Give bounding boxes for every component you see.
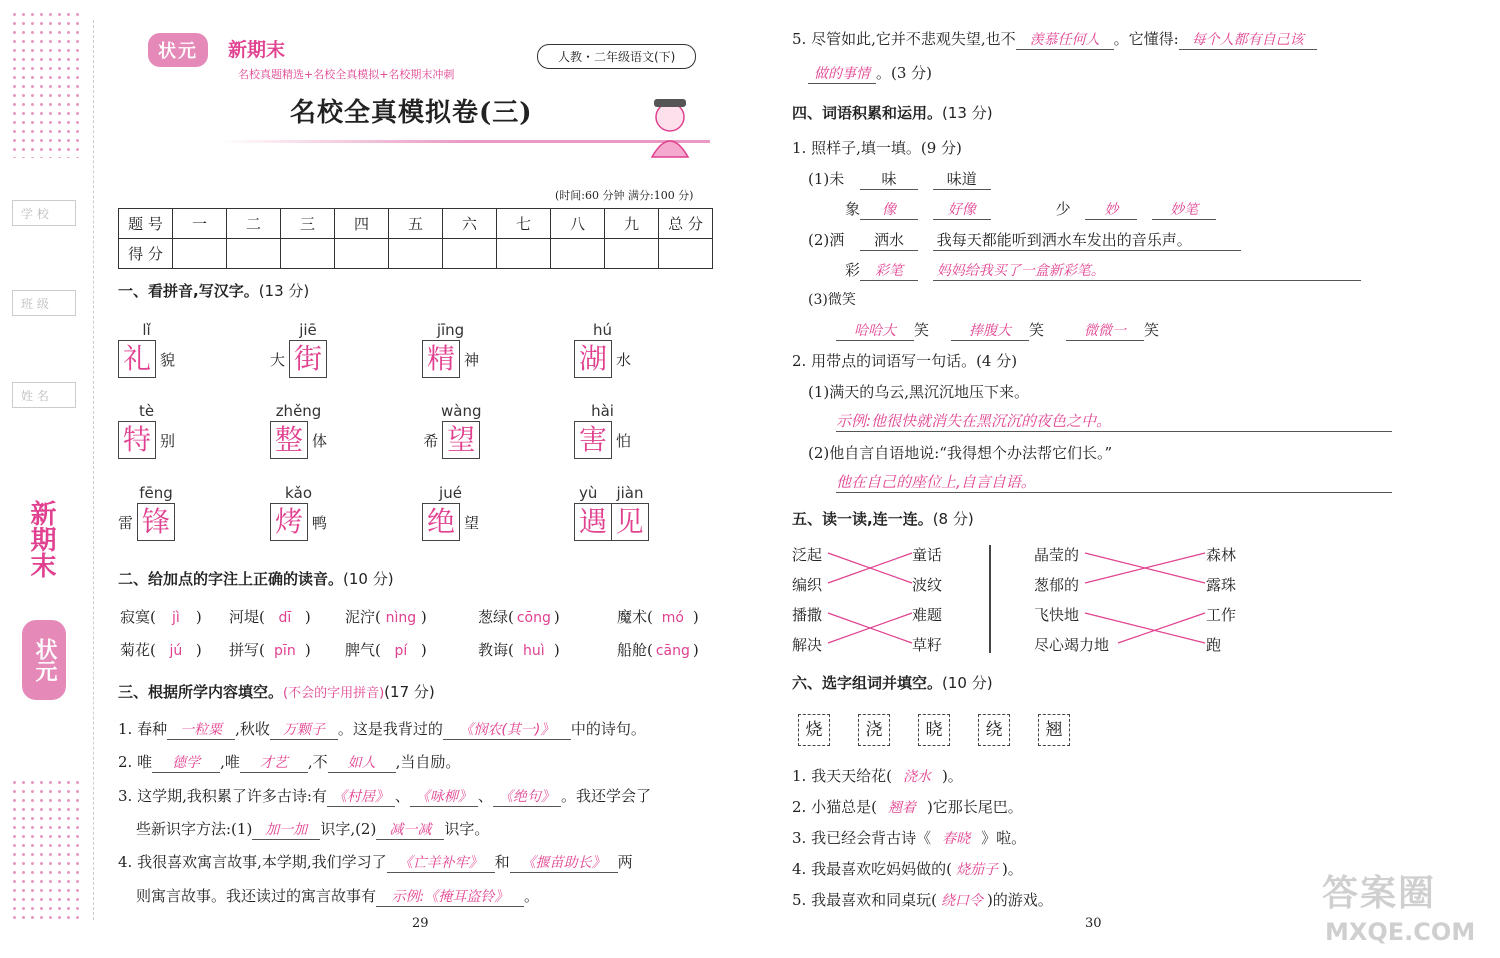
pinyin-answer[interactable]: pīn — [274, 643, 296, 659]
score-cell: 三 — [281, 209, 335, 239]
answer-char-box[interactable]: 街 — [289, 340, 327, 378]
watermark-top: 答案圈 — [1322, 873, 1437, 914]
q5-line2: 做的事情 。(3 分) — [808, 62, 932, 84]
word: 船舱 — [617, 641, 648, 659]
vertical-brand: 新期末 — [26, 500, 56, 578]
fill-answer[interactable]: 绕口令 — [940, 893, 983, 909]
s4-row4: 彩 彩笔 妈妈给我买了一盒新彩笔。 — [808, 259, 1361, 281]
score-cell: 八 — [551, 209, 605, 239]
class-field: 班 级 — [12, 290, 76, 316]
reading-item: 寂寞( jì ) — [120, 608, 202, 626]
school-field: 学 校 — [12, 200, 76, 226]
answer-char-box[interactable]: 害 — [574, 421, 612, 459]
score-cell: 七 — [497, 209, 551, 239]
fill-question: 1. 我天天给花( 浇水 )。 — [792, 767, 963, 785]
answer-char-box[interactable]: 烤 — [270, 503, 308, 541]
match-word[interactable]: 尽心竭力地 — [1034, 636, 1110, 654]
pinyin-answer[interactable]: nìng — [385, 610, 417, 626]
reading-item: 泥泞( nìng ) — [345, 608, 427, 626]
match-word[interactable]: 播撒 — [792, 606, 823, 624]
word: 寂寞 — [120, 608, 151, 626]
reading-item: 葱绿( cōng ) — [478, 608, 560, 626]
laugh-answer[interactable]: 哈哈大 — [836, 320, 914, 341]
s4-q2b: (2)他自言自语地说:“我得想个办法帮它们长。” — [808, 444, 1113, 462]
reading-item: 魔术( mó ) — [617, 608, 699, 626]
match-word[interactable]: 难题 — [912, 606, 943, 624]
fill-answer[interactable]: 春晓 — [942, 831, 971, 847]
answer-char-box[interactable]: 特 — [118, 421, 156, 459]
pinyin-text: jué — [439, 484, 462, 502]
s4-row5: (3)微笑 — [808, 292, 856, 308]
section-3-title: 三、根据所学内容填空。(不会的字用拼音)(17 分) — [118, 683, 435, 701]
page-number-left: 29 — [412, 916, 429, 931]
s3-q2: 2. 唯 德学 ,唯 才艺 ,不 如人 ,当自励。 — [118, 753, 461, 771]
match-word[interactable]: 露珠 — [1206, 576, 1237, 594]
s3-q3: 3. 这学期,我积累了许多古诗:有 《村居》 、 《咏柳》 、 《绝句》 。我还学会了 — [118, 787, 651, 805]
score-cell: 五 — [389, 209, 443, 239]
pinyin-text: yù jiàn — [579, 484, 644, 502]
word: 教诲 — [478, 641, 509, 659]
s3-q3b: 些新识字方法:(1) 加一加 识字,(2) 减一减 识字。 — [136, 820, 490, 838]
score-cell: 二 — [227, 209, 281, 239]
reading-item: 菊花( jú ) — [120, 641, 202, 659]
pinyin-answer[interactable]: dī — [278, 610, 292, 626]
answer-char-box[interactable]: 湖 — [574, 340, 612, 378]
fixed-char: 水 — [616, 350, 632, 369]
matching-divider — [989, 545, 991, 653]
s3-q4b: 则寓言故事。我还读过的寓言故事有 示例:《掩耳盗铃》 。 — [136, 887, 540, 905]
pinyin-answer[interactable]: cāng — [655, 643, 690, 659]
s3-q1: 1. 春种 一粒粟 ,秋收 万颗子 。这是我背过的 《悯农(其一)》 中的诗句。 — [118, 720, 646, 738]
match-word[interactable]: 飞快地 — [1034, 606, 1080, 624]
choice-char-box: 绕 — [978, 714, 1010, 746]
reading-item: 河堤( dī ) — [229, 608, 311, 626]
pinyin-text: fēng — [139, 484, 173, 502]
score-cell: 一 — [173, 209, 227, 239]
answer-char-box[interactable]: 绝 — [422, 503, 460, 541]
score-cell: 四 — [335, 209, 389, 239]
match-word[interactable]: 解决 — [792, 636, 823, 654]
score-cell: 总 分 — [659, 209, 713, 239]
reading-item: 教诲( huì ) — [478, 641, 560, 659]
choice-char-box: 浇 — [858, 714, 890, 746]
pinyin-text: hú — [593, 321, 613, 339]
word: 脾气 — [345, 641, 376, 659]
choice-char-box: 烧 — [798, 714, 830, 746]
s4-row1: (1)未 味 味道 — [808, 168, 991, 190]
score-cell: 六 — [443, 209, 497, 239]
answer-char-box[interactable]: 整 — [270, 421, 308, 459]
fixed-char: 大 — [270, 350, 286, 369]
match-word[interactable]: 跑 — [1206, 636, 1222, 654]
header-logo: 状元 — [148, 33, 208, 67]
name-field: 姓 名 — [12, 382, 76, 408]
pinyin-text: jiē — [299, 321, 317, 339]
fill-question: 4. 我最喜欢吃妈妈做的( 烧茄子 )。 — [792, 860, 1023, 878]
score-cell: 得 分 — [119, 239, 173, 269]
fixed-char: 体 — [312, 431, 328, 450]
pinyin-answer[interactable]: jú — [169, 643, 183, 659]
fixed-char: 雷 — [118, 513, 134, 532]
word: 拼写 — [229, 641, 260, 659]
section-6-title: 六、选字组词并填空。(10 分) — [792, 674, 993, 692]
s4-q2a: (1)满天的乌云,黑沉沉地压下来。 — [808, 383, 1030, 401]
word: 河堤 — [229, 608, 260, 626]
section-1-title: 一、看拼音,写汉字。(13 分) — [118, 282, 310, 300]
fixed-char: 怕 — [616, 431, 632, 450]
laugh-suffix: 笑 — [1029, 321, 1045, 339]
fill-question: 5. 我最喜欢和同桌玩( 绕口令 )的游戏。 — [792, 891, 1053, 909]
page-number-right: 30 — [1085, 916, 1102, 931]
s3-q4: 4. 我很喜欢寓言故事,本学期,我们学习了 《亡羊补牢》 和 《揠苗助长》 两 — [118, 853, 633, 871]
pinyin-answer[interactable]: huì — [523, 643, 545, 659]
pinyin-text: tè — [138, 402, 155, 420]
word: 葱绿 — [478, 608, 509, 626]
fill-question: 2. 小猫总是( 翘着 )它那长尾巴。 — [792, 798, 1023, 816]
fixed-char: 别 — [160, 431, 176, 450]
reading-item: 脾气( pí ) — [345, 641, 427, 659]
watermark-bottom: MXQE.COM — [1325, 918, 1476, 946]
pinyin-answer[interactable]: cōng — [516, 610, 551, 626]
pinyin-answer[interactable]: pí — [394, 643, 408, 659]
s4-row2: 象 像 好像 少 妙 妙笔 — [808, 198, 1216, 220]
fixed-char: 貌 — [160, 350, 176, 369]
answer-char-box[interactable]: 精 — [422, 340, 460, 378]
word: 魔术 — [617, 608, 648, 626]
pinyin-text: lǐ — [142, 321, 151, 339]
fixed-char: 希 — [423, 431, 439, 450]
score-cell: 九 — [605, 209, 659, 239]
pinyin-text: jīng — [436, 321, 465, 339]
match-word[interactable]: 泛起 — [792, 546, 823, 564]
choice-char-box: 翘 — [1038, 714, 1070, 746]
s4-q2b-answer: 他在自己的座位上,自言自语。 — [836, 471, 1392, 493]
match-word[interactable]: 晶莹的 — [1034, 546, 1080, 564]
laugh-suffix: 笑 — [914, 321, 930, 339]
vertical-logo: 状元 — [22, 620, 66, 700]
word: 菊花 — [120, 641, 151, 659]
match-word[interactable]: 工作 — [1206, 606, 1237, 624]
laugh-suffix: 笑 — [1144, 321, 1160, 339]
match-word[interactable]: 葱郁的 — [1034, 576, 1080, 594]
fill-answer[interactable]: 翘着 — [887, 800, 916, 816]
fill-answer[interactable]: 烧茄子 — [955, 862, 998, 878]
pinyin-text: kǎo — [284, 484, 313, 502]
pinyin-text: wàng — [441, 402, 482, 420]
answer-char-box[interactable]: 见 — [611, 503, 649, 541]
s4-q2a-answer: 示例:他很快就消失在黑沉沉的夜色之中。 — [836, 410, 1392, 432]
s4-q1: 1. 照样子,填一填。(9 分) — [792, 139, 962, 157]
match-word[interactable]: 森林 — [1206, 546, 1237, 564]
reading-item: 拼写( pīn ) — [229, 641, 311, 659]
grade-label: 人教・二年级语文(下) — [537, 44, 696, 69]
answer-char-box[interactable]: 遇 — [574, 503, 612, 541]
answer-char-box[interactable]: 锋 — [137, 503, 175, 541]
header-tagline: 名校真题精选+名校全真模拟+名校期末冲刺 — [238, 68, 455, 81]
fixed-char: 望 — [464, 513, 480, 532]
match-word[interactable]: 波纹 — [912, 576, 943, 594]
time-info: (时间:60 分钟 满分:100 分) — [555, 189, 694, 202]
word: 泥泞 — [345, 608, 376, 626]
q5-line1: 5. 尽管如此,它并不悲观失望,也不 羡慕任何人 。它懂得: 每个人都有自己该 — [792, 28, 1317, 50]
s4-q2: 2. 用带点的词语写一句话。(4 分) — [792, 352, 1018, 370]
reading-item: 船舱( cāng ) — [617, 641, 699, 659]
laugh-answer[interactable]: 微微一 — [1066, 320, 1144, 341]
answer-char-box[interactable]: 礼 — [118, 340, 156, 378]
fill-answer[interactable]: 浇水 — [902, 769, 931, 785]
pinyin-answer[interactable]: mó — [661, 610, 684, 626]
choice-char-box: 晓 — [918, 714, 950, 746]
s4-row3: (2)洒 洒水 我每天都能听到洒水车发出的音乐声。 — [808, 229, 1241, 251]
char-choices — [798, 714, 1098, 746]
pinyin-text: hài — [591, 402, 614, 420]
section-4-title: 四、词语积累和运用。(13 分) — [792, 104, 993, 122]
section-2-title: 二、给加点的字注上正确的读音。(10 分) — [118, 570, 394, 588]
header-brand: 新期末 — [228, 39, 286, 61]
match-word[interactable]: 草籽 — [912, 636, 943, 654]
section-5-title: 五、读一读,连一连。(8 分) — [792, 510, 974, 528]
page-title: 名校全真模拟卷(三) — [290, 98, 533, 128]
match-word[interactable]: 编织 — [792, 576, 823, 594]
answer-char-box[interactable]: 望 — [442, 421, 480, 459]
pinyin-answer[interactable]: jì — [171, 610, 180, 626]
score-cell: 题 号 — [119, 209, 173, 239]
fixed-char: 鸭 — [312, 513, 328, 532]
laugh-answer[interactable]: 捧腹大 — [951, 320, 1029, 341]
fill-question: 3. 我已经会背古诗《 春晓 》啦。 — [792, 829, 1027, 847]
fixed-char: 神 — [464, 350, 480, 369]
pinyin-text: zhěng — [275, 402, 322, 420]
match-word[interactable]: 童话 — [912, 546, 943, 564]
